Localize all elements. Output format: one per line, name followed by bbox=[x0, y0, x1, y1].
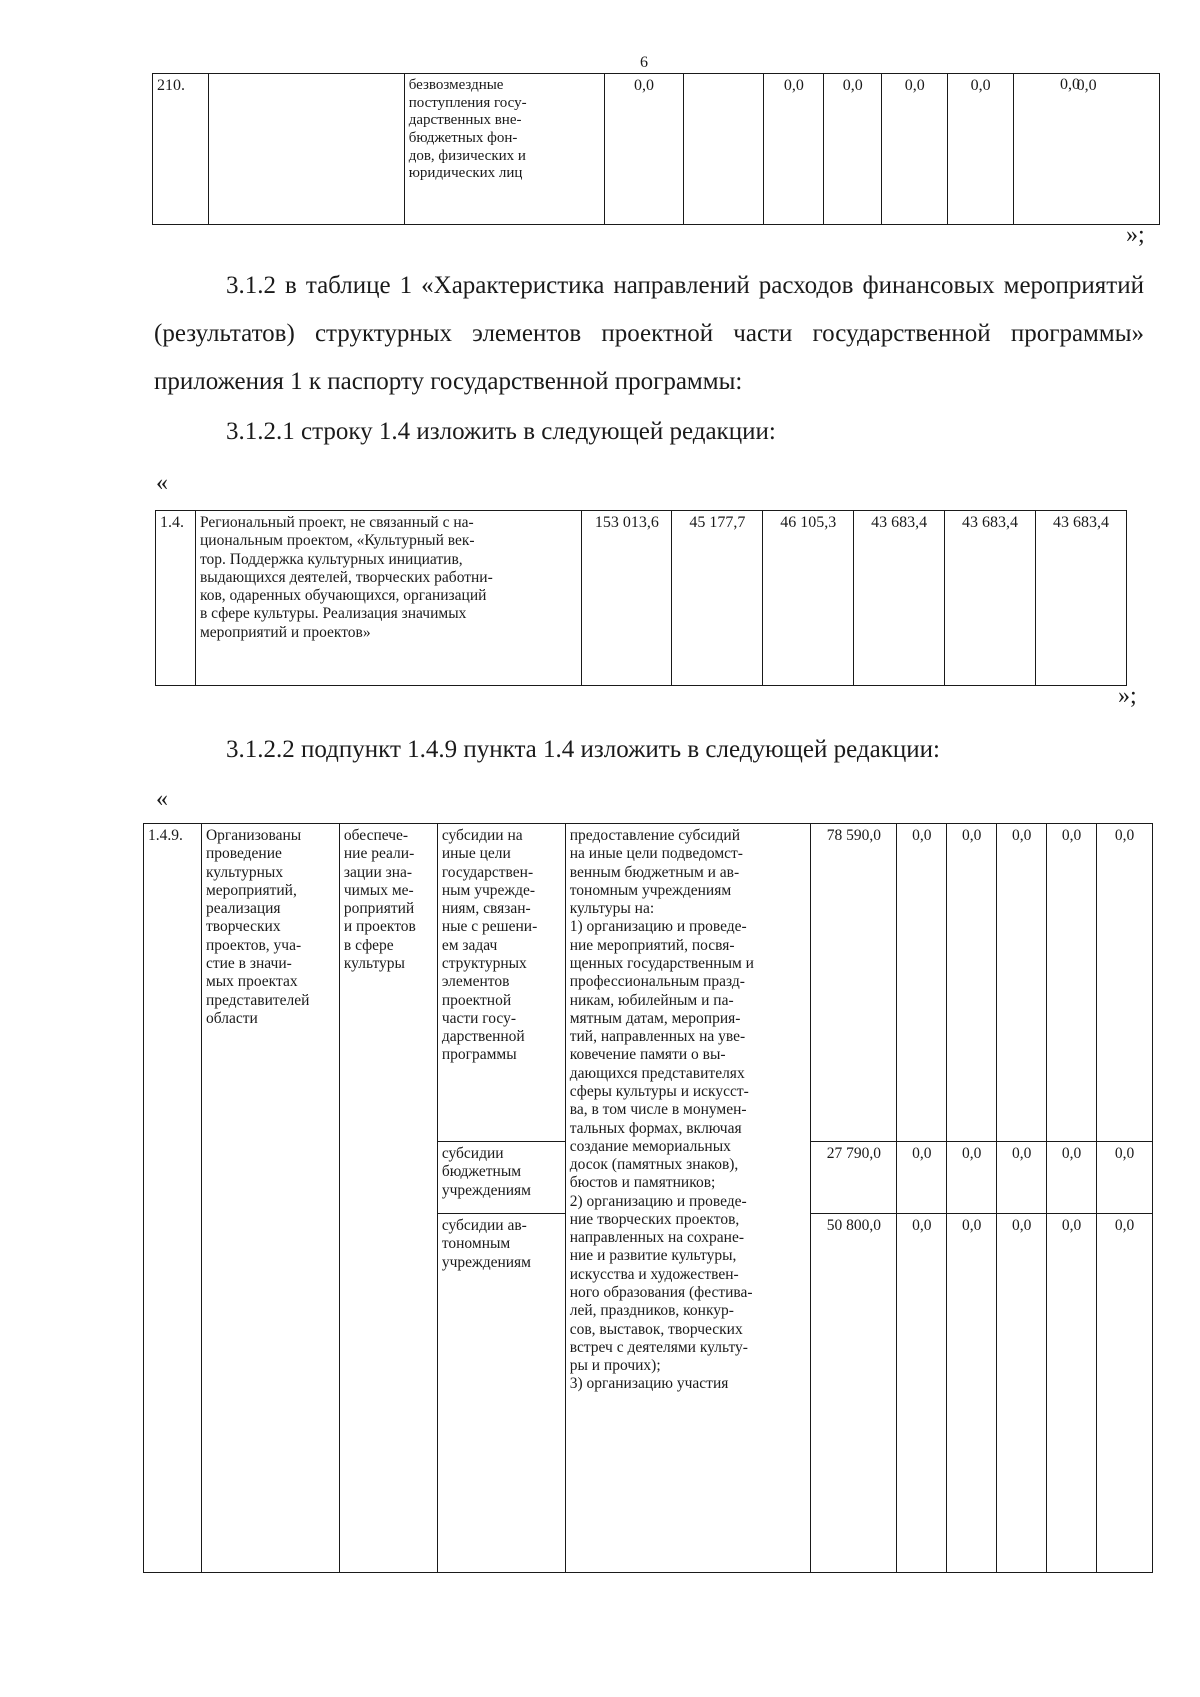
value-cell: 0,0 bbox=[947, 824, 997, 1142]
row-code: 210. bbox=[153, 74, 209, 225]
expense-type: субсидии ав- тономным учреждениям bbox=[437, 1214, 565, 1573]
value-cell: 0,0 bbox=[947, 1142, 997, 1214]
paragraph-3-1-2-1: 3.1.2.1 строку 1.4 изложить в следующей редакции: bbox=[226, 418, 776, 445]
expense-type: субсидии на иные цели государствен- ным учрежде- ниям, связан- ные с решени- ем задач структурных элементов проектной части госу- дарственной программы bbox=[437, 824, 565, 1142]
value-cell: 0,0 bbox=[997, 1214, 1047, 1573]
value-cell: 0,0 bbox=[824, 74, 882, 225]
opening-quote: « bbox=[156, 786, 168, 812]
closing-quote: »; bbox=[1126, 222, 1145, 248]
value-cell: 0,0 bbox=[1097, 1142, 1153, 1214]
value-cell: 0,0 bbox=[897, 1214, 947, 1573]
value-cell: 0,0 bbox=[882, 74, 948, 225]
table-row-1-4 bbox=[155, 510, 1127, 686]
value-cell: 43 683,4 bbox=[1036, 511, 1127, 686]
empty-cell bbox=[208, 74, 404, 225]
paragraph-3-1-2-2: 3.1.2.2 подпункт 1.4.9 пункта 1.4 изложить в следующей редакции: bbox=[226, 736, 940, 763]
value-cell: 0,0 bbox=[997, 824, 1047, 1142]
value-cell: 0,0 bbox=[897, 824, 947, 1142]
value-cell: 50 800,0 bbox=[811, 1214, 897, 1573]
value-cell: 0,0 bbox=[1060, 76, 1080, 93]
funding-source: безвозмездные поступления госу- дарственных вне- бюджетных фон- дов, физических и юридических лиц bbox=[404, 74, 604, 225]
value-cell: 0,0 bbox=[1097, 824, 1153, 1142]
value-cell: 153 013,6 bbox=[582, 511, 672, 686]
table-row-1-4-9 bbox=[143, 823, 1153, 1573]
value-cell: 0,0 bbox=[764, 74, 824, 225]
value-cell: 45 177,7 bbox=[672, 511, 763, 686]
value-cell: 46 105,3 bbox=[763, 511, 854, 686]
value-cell: 0,0 bbox=[604, 74, 684, 225]
value-cell: 0,0 bbox=[947, 1214, 997, 1573]
value-cell: 43 683,4 bbox=[854, 511, 945, 686]
closing-quote: »; bbox=[1118, 683, 1137, 709]
value-cell: 0,0 bbox=[1047, 1214, 1097, 1573]
expense-direction: предоставление субсидий на иные цели подведомст- венным бюджетным и ав- тономным учреждениям культуры на: 1) организацию и проведе- ние мероприятий, посвя- щенных государственным и профессиональным празд- никам, юбилейным и па- мятным датам, мероприя- тий, направленных на уве- ковечение памяти о вы- дающихся представителях сферы культуры и искусст- ва, в том числе в монумен- тальных формах, включая создание мемориальных досок (памятных знаков), бюстов и памятников; 2) организацию и проведе- ние творческих проектов, направленных на сохране- ние и развитие культуры, искусства и художествен- ного образования (фестива- лей, праздников, конкур- сов, выставок, творческих встреч с деятелями культу- ры и прочих); 3) организацию участия bbox=[565, 824, 811, 1573]
value-cell: 0,0 bbox=[1047, 824, 1097, 1142]
empty-cell bbox=[684, 74, 764, 225]
row-code: 1.4.9. bbox=[144, 824, 202, 1573]
value-cell: 0,0 bbox=[897, 1142, 947, 1214]
value-cell: 0,0 bbox=[1047, 1142, 1097, 1214]
opening-quote: « bbox=[156, 470, 168, 496]
project-description: Региональный проект, не связанный с на- циональным проектом, «Культурный век- тор. Поддержка культурных инициатив, выдающихся деятелей, творческих работни- ков, одаренных обучающихся, организаций в сфере культуры. Реализация значимых мероприятий и проектов» bbox=[195, 511, 581, 686]
value-cell: 27 790,0 bbox=[811, 1142, 897, 1214]
value-cell: 43 683,4 bbox=[945, 511, 1036, 686]
paragraph-3-1-2: 3.1.2 в таблице 1 «Характеристика направлений расходов финансовых мероприятий (результатов) структурных элементов проектной части государственной программы» приложения 1 к паспорту государственной программы: bbox=[154, 272, 1144, 395]
result-name: Организованы проведение культурных мероприятий, реализация творческих проектов, уча- стие в значи- мых проектах представителей области bbox=[201, 824, 339, 1573]
page-number: 6 bbox=[640, 54, 648, 71]
value-cell: 0,0 bbox=[1014, 74, 1160, 225]
value-cell: 78 590,0 bbox=[811, 824, 897, 1142]
expense-type: субсидии бюджетным учреждениям bbox=[437, 1142, 565, 1214]
row-code: 1.4. bbox=[156, 511, 196, 686]
table-row-210 bbox=[152, 73, 1160, 225]
value-cell: 0,0 bbox=[997, 1142, 1047, 1214]
value-cell: 0,0 bbox=[1097, 1214, 1153, 1573]
result-purpose: обеспече- ние реали- зации зна- чимых ме- роприятий и проектов в сфере культуры bbox=[339, 824, 437, 1573]
value-cell: 0,0 bbox=[948, 74, 1014, 225]
